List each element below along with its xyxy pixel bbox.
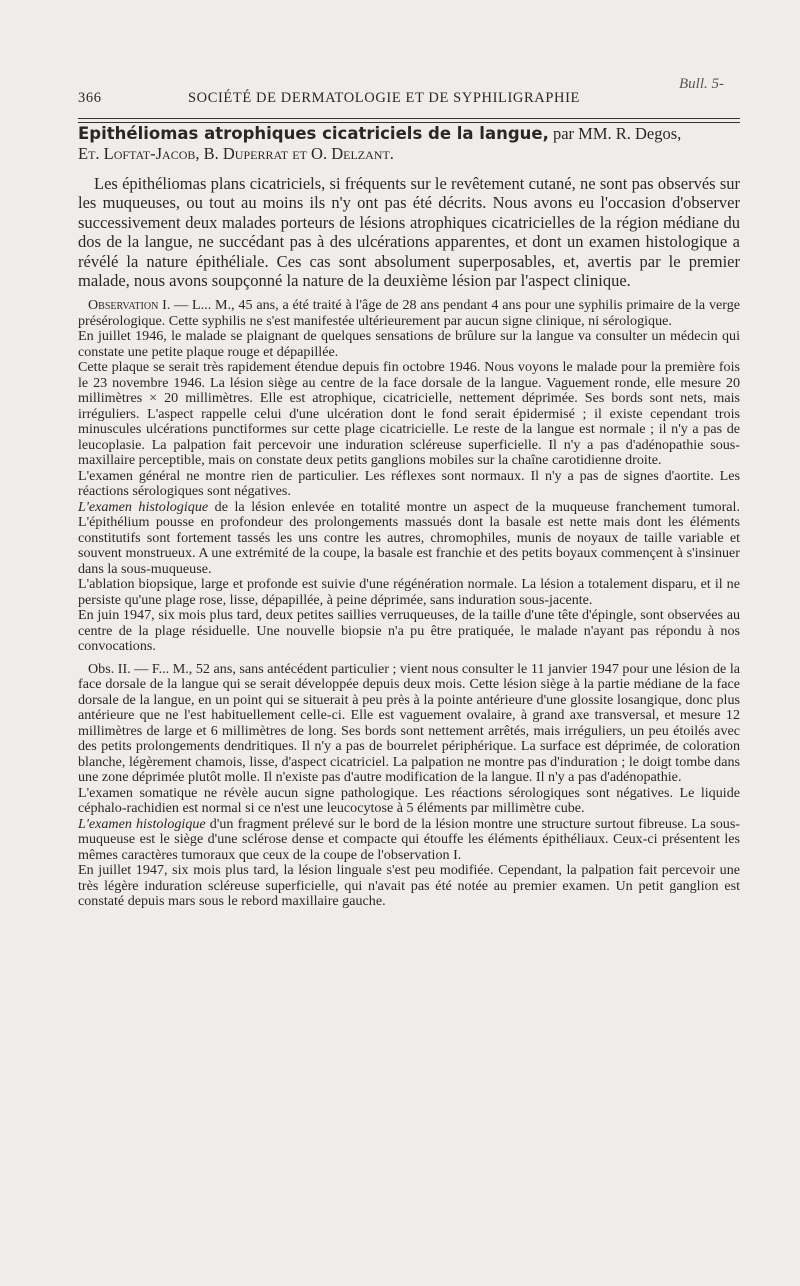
obs1-paragraph-1 bbox=[78, 298, 740, 329]
obs1-paragraph-2: En juillet 1946, le malade se plaignant de quelques sensations de brûlure sur la langue va consulter un médecin qui constate une petite plaque rouge et dépapillée. bbox=[78, 328, 740, 360]
obs1-paragraph-3: Cette plaque se serait très rapidement étendue depuis fin octobre 1946. Nous voyons le malade pour la première fois le 23 novembre 1946. La lésion siège au centre de la face dorsale de la langue. Vaguement ronde, elle mesure 20 millimètres × 20 millimètres. Elle est atrophique, cicatricielle, nettement déprimée. Ses bords sont nets, mais irréguliers. L'aspect rappelle celui d'une ulcération dont le fond serait épidermisé ; il existe cependant trois minuscules ulcérations punctiformes sur cette plage cicatricielle. Le reste de la langue est normale ; il n'y a pas de leucoplasie. La palpation fait percevoir une induration scléreuse superficielle. Il n'y a pas d'adénopathie sous-maxillaire perceptible, mais on constate deux petits ganglions mobiles sur la chaîne carotidienne droite. bbox=[78, 359, 740, 469]
article-body bbox=[78, 124, 740, 910]
observations bbox=[78, 298, 740, 910]
obs1-paragraph-5 bbox=[78, 500, 740, 578]
obs2-text-3: d'un fragment prélevé sur le bord de la lésion montre une structure surtout fibreuse. La sous-muqueuse est le siège d'une sclérose dense et compacte qui étouffe les éléments épithéliaux. Ceux-ci présentent les mêmes caractères tumoraux que ceux de la coupe de l'observation I. bbox=[78, 815, 740, 863]
obs1-histology-label: L'examen histologique bbox=[78, 498, 209, 515]
intro-paragraph: Les épithéliomas plans cicatriciels, si fréquents sur le revêtement cutané, ne sont pas observés sur les muqueuses, ou tout au moins ils n'y ont pas été décrits. Nous avons eu l'occasion d'observer successivement deux malades porteurs de lésions atrophiques cicatricielles de la région médiane du dos de la langue, ne succédant pas à des ulcérations apparentes, et dont un examen histologique a révélé la nature épithéliale. Ces cas sont absolument superposables, et, avertis par le premier malade, nous avons soupçonné la nature de la deuxième lésion par l'aspect clinique. bbox=[78, 174, 740, 291]
article-heading bbox=[78, 124, 740, 164]
obs2-text-1: — F... M., 52 ans, sans antécédent particulier ; vient nous consulter le 11 janvier 1947 pour une lésion de la face dorsale de la langue qui se serait développée depuis deux mois. Cette lésion siège à la partie médiane de la face dorsale de la langue, en un point qui se situerait à peu près à la pointe antérieure d'une glossite losangique, donc plus antérieure que ne l'est habituellement celle-ci. Elle est vaguement ovalaire, à grand axe transversal, et mesure 12 millimètres de large et 6 millimètres de long. Ses bords sont nettement arrêtés, mais irréguliers, un peu étoilés avec des petits prolongements dendritiques. Il n'y a pas de bourrelet périphérique. La surface est déprimée, de coloration blanche, légèrement chamois, lisse, d'aspect cicatriciel. La palpation ne montre pas d'induration ; le doigt tombe dans une zone déprimée plutôt molle. Il n'existe pas d'autre modification de la langue. Il n'y a pas d'adénopathie. bbox=[78, 660, 740, 786]
obs1-paragraph-4: L'examen général ne montre rien de particulier. Les réflexes sont normaux. Il n'y a pas de signes d'aortite. Les réactions sérologiques sont négatives. bbox=[78, 467, 740, 500]
obs1-paragraph-6: L'ablation biopsique, large et profonde est suivie d'une régénération normale. La lésion a totalement disparu, et il ne persiste qu'une plage rose, lisse, dépapillée, à peine déprimée, sans induration sous-jacente. bbox=[78, 576, 740, 608]
authors-line-1: par MM. R. Degos, bbox=[548, 124, 682, 143]
article-title: Epithéliomas atrophiques cicatriciels de la langue, bbox=[78, 124, 549, 143]
authors-line-2: Et. Loftat-Jacob, B. Duperrat et O. Delzant. bbox=[78, 144, 394, 163]
obs2-histology-label: L'examen histologique bbox=[78, 815, 206, 832]
page-number: 366 bbox=[78, 90, 102, 106]
obs1-text-1: — L... M., 45 ans, a été traité à l'âge de 28 ans pendant 4 ans pour une syphilis primaire de la verge présérologique. Cette syphilis ne s'est manifestée ultérieurement par aucun signe clinique, ni sérologique. bbox=[78, 297, 740, 329]
margin-handwritten-note: Bull. 5- bbox=[679, 76, 724, 92]
header-rule-top bbox=[78, 118, 740, 119]
obs2-label: Obs. II. bbox=[88, 660, 131, 677]
header-rule-bottom bbox=[78, 122, 740, 123]
obs1-paragraph-7: En juin 1947, six mois plus tard, deux petites saillies verruqueuses, de la taille d'une tête d'épingle, sont observées au centre de la plage résiduelle. Une nouvelle biopsie n'a pu être pratiquée, le malade n'ayant pas répondu à nos convocations. bbox=[78, 607, 740, 655]
obs2-paragraph-3 bbox=[78, 817, 740, 864]
obs2-paragraph-4: En juillet 1947, six mois plus tard, la lésion linguale s'est peu modifiée. Cependant, la palpation fait percevoir une très légère induration scléreuse superficielle, qui n'avait pas été notée au premier examen. Un petit ganglion est constaté depuis mars sous le rebord maxillaire gauche. bbox=[78, 862, 740, 910]
obs1-text-5: de la lésion enlevée en totalité montre un aspect de la muqueuse franchement tumoral. L'épithélium pousse en profondeur des prolongements massués dont la basale est nette mais dont les éléments constitutifs sont fortement tassés les uns contre les autres, chromophiles, munis de noyaux de taille variable et souvent monstrueux. A une extrémité de la coupe, la basale est franchie et des petits boyaux commençent à s'insinuer dans la sous-muqueuse. bbox=[78, 498, 740, 577]
running-header bbox=[78, 90, 738, 107]
obs2-paragraph-2: L'examen somatique ne révèle aucun signe pathologique. Les réactions sérologiques sont négatives. Le liquide céphalo-rachidien est normal si ce n'est une leucocytose à 5 éléments par millimètre cube. bbox=[78, 784, 740, 817]
obs2-paragraph-1 bbox=[78, 662, 740, 786]
obs1-label: Observation I. bbox=[88, 297, 171, 314]
journal-title: SOCIÉTÉ DE DERMATOLOGIE ET DE SYPHILIGRAPHIE bbox=[188, 90, 580, 106]
